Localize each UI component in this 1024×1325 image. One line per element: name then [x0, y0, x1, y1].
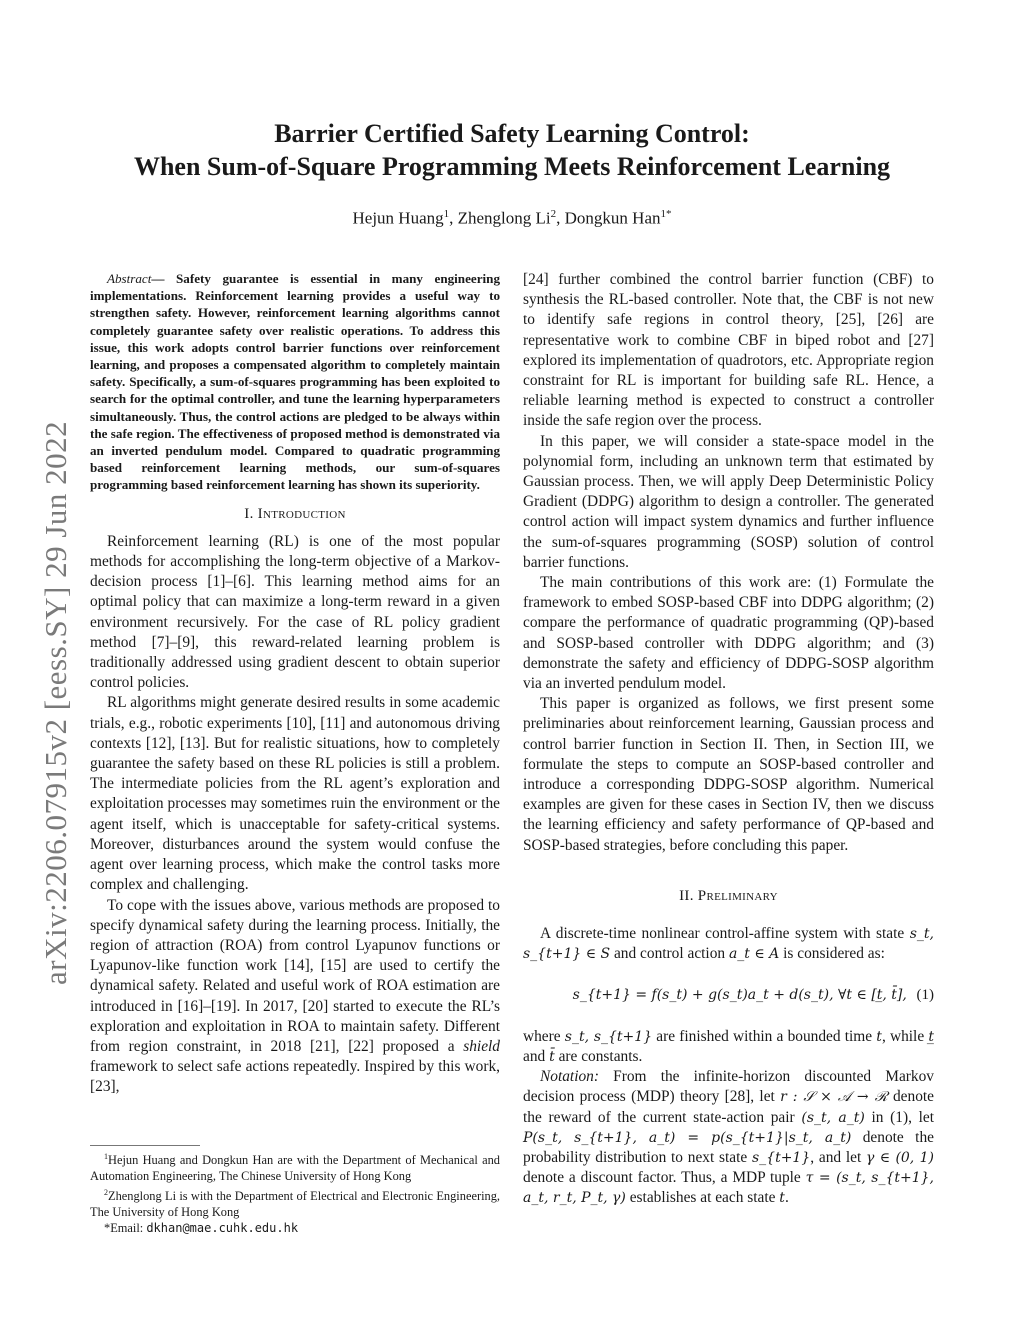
inline-math: γ ∈ (0, 1): [865, 1149, 934, 1166]
emphasis-text: shield: [463, 1037, 500, 1055]
paragraph: [90, 896, 500, 1098]
paragraph: This paper is organized as follows, we first present some preliminaries about reinforcement learning, Gaussian process and control barrier function in Section II. Then, in Section III, we formulate the steps to compute an SOSP-based controller and introduce a corresponding DDPG-SOSP algorithm. Numerical examples are given for these cases in Section IV, then we discuss the learning efficiency and safety performance of QP-based and SOSP-based strategies, before concluding this paper.: [523, 695, 934, 854]
footnote-marker: 1: [104, 1152, 108, 1161]
text-run: framework to select safe actions repeatedly. Inspired by this work, [23],: [90, 1058, 500, 1096]
text-run: denote a discount factor. Thus, a MDP tuple: [523, 1169, 806, 1187]
paragraph: In this paper, we will consider a state-space model in the polynomial form, including an unknown term that estimated by Gaussian process. Then, we will apply Deep Deterministic Policy Gradient (DDPG) algorithm to design a controller. The generated control action will impact system dynamics and further influence the sum-of-squares programming (SOSP) solution of control barrier functions.: [523, 432, 934, 571]
paragraph: [24] further combined the control barrier function (CBF) to synthesis the RL-based controller. Note that, the CBF is not new to identify safe regions in control theory, [25], [26] are representative work to combine CBF in biped robot and [27] explored its implementation of quadrotors, etc. Appropriate region constraint for RL is important for building safe RL. Hence, a reliable learning method is expected to construct a controller inside the safe region over the process.: [523, 271, 934, 430]
section-heading-introduction: I. Introduction: [244, 505, 346, 522]
author-affiliation: 2: [550, 208, 557, 220]
inline-math: t̄: [549, 1048, 555, 1065]
inline-math: r : 𝒮 × 𝒜 → ℛ: [780, 1089, 888, 1106]
paragraph: [523, 1067, 934, 1208]
footnote-text: Zhenglong Li is with the Department of Electrical and Electronic Engineering, The University of Hong Kong: [90, 1188, 500, 1220]
equation-body: s_{t+1} = f(s_t) + g(s_t)a_t + d(s_t), ∀t ∈ [t̲, t̄],: [572, 986, 907, 1003]
inline-math: s_t, s_{t+1} ∈ S: [523, 926, 934, 963]
inline-math: t̲: [928, 1028, 934, 1045]
author-affiliation: 1*: [660, 208, 672, 220]
footnote-text: *Email:: [104, 1221, 147, 1236]
text-run: denote the probability distribution to next state: [523, 1128, 934, 1166]
inline-math: (s_t, a_t): [801, 1109, 865, 1126]
author-name: Hejun Huang: [352, 208, 444, 228]
right-column: [523, 270, 934, 1209]
footnote: [90, 1220, 500, 1236]
paragraph: [523, 1027, 934, 1067]
text-run: and: [523, 1047, 550, 1065]
paragraph: Reinforcement learning (RL) is one of the most popular methods for accomplishing the long-term objective of a Markov-decision process [1]–[6]. This learning method aims for an optimal policy that can maximize a long-term reward in a given environment recursively. For the case of RL policy gradient method [7]–[9], this reward-related learning problem is traditionally addressed using gradient descent to obtain superior control policies.: [90, 532, 500, 692]
text-run: , while: [881, 1027, 929, 1045]
notation-label: Notation:: [540, 1068, 599, 1086]
title-line-2: When Sum-of-Square Programming Meets Reinforcement Learning: [133, 152, 891, 181]
author-name: Dongkun Han: [564, 208, 661, 228]
email-link[interactable]: dkhan@mae.cuhk.edu.hk: [146, 1221, 299, 1236]
equation-1: [523, 985, 934, 1005]
inline-math: a_t ∈ A: [728, 946, 780, 963]
left-column: [90, 270, 500, 1098]
text-run: establishes at each state: [625, 1189, 780, 1207]
section-heading-preliminary: II. Preliminary: [679, 887, 778, 904]
text-run: , and let: [810, 1148, 866, 1166]
abstract-label: Abstract: [107, 271, 152, 286]
paragraph: [523, 924, 934, 964]
text-run: From the infinite-horizon discounted Markov decision process (MDP) theory [28], let: [523, 1068, 934, 1106]
abstract: [90, 270, 500, 494]
arxiv-identifier: arXiv:2206.07915v2 [eess.SY] 29 Jun 2022: [38, 420, 73, 985]
text-run: are finished within a bounded time: [652, 1027, 877, 1045]
author-affiliation: 1: [443, 208, 450, 220]
paragraph: The main contributions of this work are: (1) Formulate the framework to embed SOSP-based CBF into DDPG algorithm; (2) compare the performance of quadratic programming (QP)-based and SOSP-based controller with DDPG algorithm; and (3) demonstrate the safety and efficiency of DDPG-SOSP algorithm via an inverted pendulum model.: [523, 574, 934, 693]
inline-math: τ = (s_t, s_{t+1}, a_t, r_t, P_t, γ): [523, 1170, 935, 1207]
text-run: A discrete-time nonlinear control-affine system with state: [540, 925, 910, 943]
inline-math: s_t, s_{t+1}: [564, 1028, 653, 1045]
text-run: To cope with the issues above, various methods are proposed to specify dynamical safety during the learning process. Initially, the region of attraction (ROA) from control Lyapunov functions or Lyapunov-like function work [14], [15] are used to certify the dynamical safety. Related and useful work of ROA estimation are introduced in [16]–[19]. In 2017, [20] started to execute the RL’s exploration and exploitation in ROA to maintain safety. Different from region constraint, in 2018 [21], [22] proposed a: [90, 896, 500, 1055]
author-list: Hejun Huang$^1$, Zhenglong Li$^2$, Dongkun Han$^{1*}$: [352, 208, 672, 228]
footnotes: [90, 1149, 500, 1237]
paragraph: RL algorithms might generate desired results in some academic trials, e.g., robotic experiments [10], [11] and autonomous driving contexts [12], [13]. But for realistic situations, how to completely guarantee the safety based on these RL policies is still a problem. The intermediate policies from the RL agent’s exploration and exploitation processes may sometimes ruin the environment or the agent itself, which is unacceptable for safety-critical systems. Moreover, disturbances around the system would confuse the agent over learning process, which make the control tasks more complex and challenging.: [90, 694, 500, 894]
paper-title: [0, 117, 1024, 183]
abstract-text: — Safety guarantee is essential in many engineering implementations. Reinforcement learning provides a useful way to strengthen safety. However, reinforcement learning algorithms cannot completely guarantee safety over realistic operations. To address this issue, this work adopts control barrier functions over reinforcement learning, and proposes a compensated algorithm to completely maintain safety. Specifically, a sum-of-squares programming has been exploited to search for the optimal controller, and tune the learning hyperparameters simultaneously. Thus, the control actions are pledged to be always within the safe region. The effectiveness of proposed method is demonstrated via an inverted pendulum model. Compared to quadratic programming based reinforcement learning methods, our sum-of-squares programming based reinforcement learning has shown its superiority.: [90, 271, 500, 493]
text-run: where: [523, 1027, 565, 1045]
footnote-text: Hejun Huang and Dongkun Han are with the Department of Mechanical and Automation Engineering, The Chinese University of Hong Kong: [90, 1153, 500, 1184]
text-run: denote the reward of the current state-action pair: [523, 1088, 934, 1126]
inline-math: t: [876, 1028, 882, 1045]
equation-number: (1): [916, 986, 934, 1003]
footnote-rule: [90, 1145, 200, 1146]
text-run: and control action: [610, 945, 729, 963]
inline-math: t: [779, 1190, 785, 1207]
footnote: [90, 1185, 500, 1221]
footnote: [90, 1149, 500, 1185]
text-run: .: [784, 1189, 789, 1207]
author-name: Zhenglong Li: [457, 208, 551, 228]
inline-math: P(s_t, s_{t+1}, a_t) = p(s_{t+1}|s_t, a_t): [523, 1129, 852, 1146]
text-run: is considered as:: [779, 945, 885, 963]
text-run: are constants.: [554, 1047, 643, 1065]
inline-math: s_{t+1}: [751, 1149, 811, 1166]
text-run: in (1), let: [864, 1108, 935, 1126]
title-line-1: Barrier Certified Safety Learning Control:: [274, 119, 750, 148]
footnote-marker: 2: [104, 1187, 108, 1197]
